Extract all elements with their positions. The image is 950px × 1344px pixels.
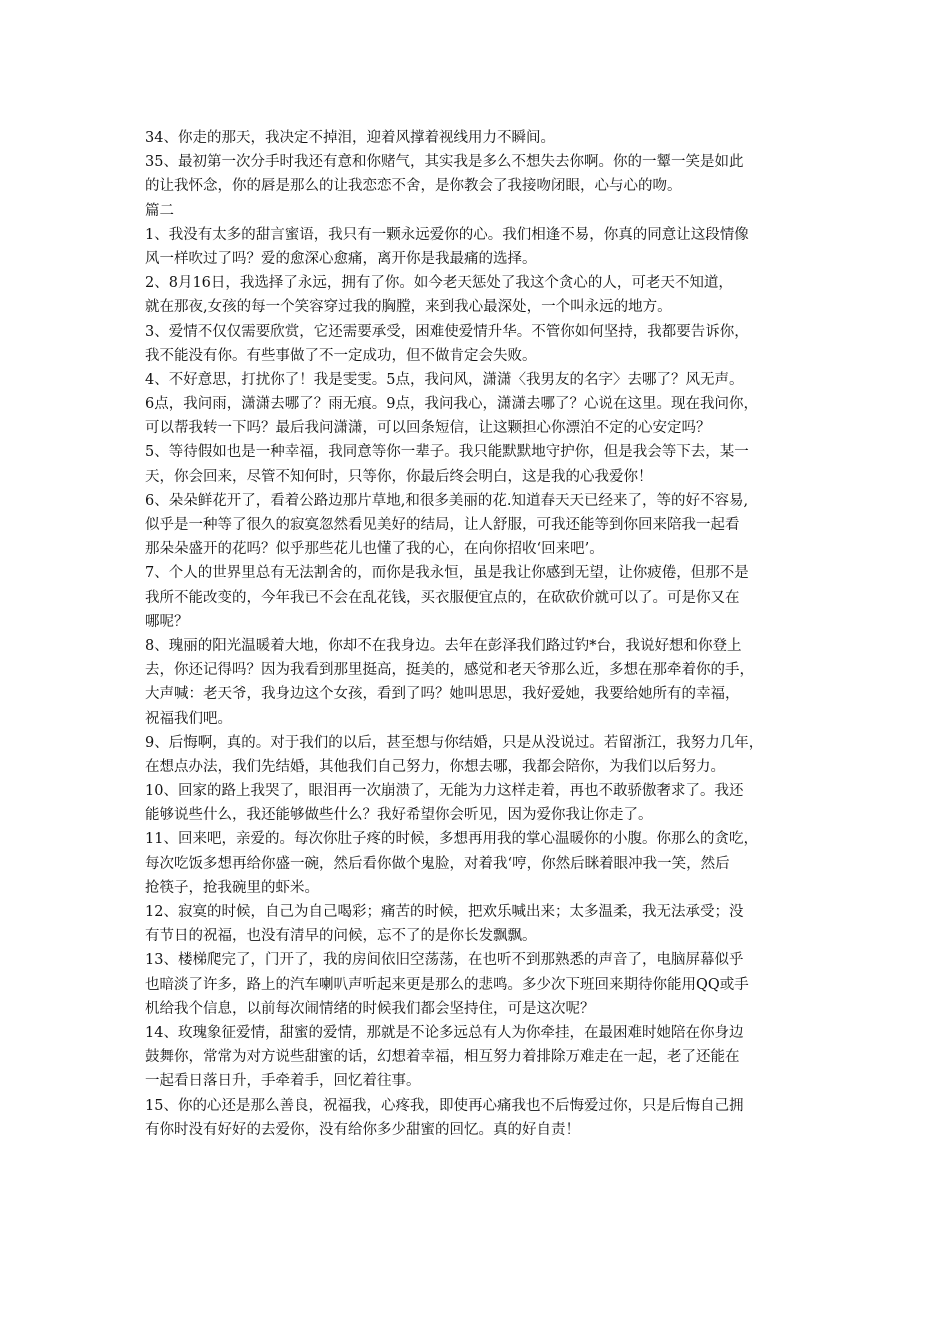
text-line: 6、朵朵鲜花开了，看着公路边那片草地,和很多美丽的花.知道春天天已经来了，等的好不容易, bbox=[145, 492, 749, 509]
text-line: 15、你的心还是那么善良，祝福我，心疼我，即使再心痛我也不后悔爱过你，只是后悔自己拥 bbox=[145, 1097, 744, 1114]
text-line: 大声喊：老天爷，我身边这个女孩，看到了吗？她叫思思，我好爱她，我要给她所有的幸福， bbox=[145, 686, 740, 703]
text-line: 13、楼梯爬完了，门开了，我的房间依旧空荡荡，在也听不到那熟悉的声音了，电脑屏幕似乎 bbox=[145, 952, 744, 969]
text-line: 能够说些什么，我还能够做些什么？我好希望你会听见，因为爱你我让你走了。 bbox=[145, 807, 653, 824]
section-heading: 篇二 bbox=[145, 202, 174, 219]
text-line: 8、瑰丽的阳光温暖着大地，你却不在我身边。去年在彭泽我们路过钓*台，我说好想和你登上 bbox=[145, 637, 742, 654]
text-line: 天，你会回来，尽管不知何时，只等你，你最后终会明白，这是我的心我爱你！ bbox=[145, 468, 653, 485]
text-line: 的让我怀念，你的唇是那么的让我恋恋不舍，是你教会了我接吻闭眼，心与心的吻。 bbox=[145, 178, 682, 195]
text-line: 11、回来吧，亲爱的。每次你肚子疼的时候，多想再用我的掌心温暖你的小腹。你那么的贪吃， bbox=[145, 831, 758, 848]
text-line: 就在那夜,女孩的每一个笑容穿过我的胸膛，来到我心最深处，一个叫永远的地方。 bbox=[145, 299, 672, 316]
text-line: 3、爱情不仅仅需要欣赏，它还需要承受，困难使爱情升华。不管你如何坚持，我都要告诉你， bbox=[145, 323, 749, 340]
text-line: 抢筷子，抢我碗里的虾米。 bbox=[145, 879, 319, 896]
text-line: 4、不好意思，打扰你了！我是雯雯。5点，我问风，潇潇〈我男友的名字〉去哪了？风无声。 bbox=[145, 371, 744, 388]
text-line: 哪呢？ bbox=[145, 613, 189, 630]
text-line: 可以帮我转一下吗？最后我问潇潇，可以回条短信，让这颗担心你漂泊不定的心安定吗？ bbox=[145, 420, 711, 437]
text-line: 34、你走的那天，我决定不掉泪，迎着风撑着视线用力不瞬间。 bbox=[145, 130, 555, 146]
text-line: 有你时没有好好的去爱你，没有给你多少甜蜜的回忆。真的好自责！ bbox=[145, 1121, 580, 1138]
text-line: 1、我没有太多的甜言蜜语，我只有一颗永远爱你的心。我们相逢不易，你真的同意让这段情像 bbox=[145, 226, 749, 243]
text-line: 祝福我们吧。 bbox=[145, 710, 232, 727]
text-line: 在想点办法，我们先结婚，其他我们自己努力，你想去哪，我都会陪你，为我们以后努力。 bbox=[145, 758, 725, 775]
text-line: 去，你还记得吗？因为我看到那里挺高，挺美的，感觉和老天爷那么近，多想在那牵着你的手， bbox=[145, 662, 754, 679]
text-line: 7、个人的世界里总有无法割舍的，而你是我永恒，虽是我让你感到无望，让你疲倦，但那不是 bbox=[145, 565, 749, 582]
text-line: 5、等待假如也是一种幸福，我同意等你一辈子。我只能默默地守护你，但是我会等下去，某一 bbox=[145, 444, 749, 461]
text-line: 6点，我问雨，潇潇去哪了？雨无痕。9点，我问我心，潇潇去哪了？心说在这里。现在我问你， bbox=[145, 396, 758, 413]
text-line: 14、玫瑰象征爱情，甜蜜的爱情，那就是不论多远总有人为你牵挂，在最困难时她陪在你身边 bbox=[145, 1024, 744, 1041]
text-line: 10、回家的路上我哭了，眼泪再一次崩溃了，无能为力这样走着，再也不敢骄傲奢求了。我还 bbox=[145, 783, 744, 800]
text-line: 机给我个信息，以前每次闹情绪的时候我们都会坚持住，可是这次呢？ bbox=[145, 1000, 595, 1017]
text-line: 我所不能改变的，今年我已不会在乱花钱，买衣服便宜点的，在砍砍价就可以了。可是你又在 bbox=[145, 589, 740, 606]
text-line: 鼓舞你，常常为对方说些甜蜜的话，幻想着幸福，相互努力着排除万难走在一起，老了还能在 bbox=[145, 1049, 740, 1066]
text-line: 2、8月16日，我选择了永远，拥有了你。如今老天惩处了我这个贪心的人，可老天不知道， bbox=[145, 275, 733, 292]
text-line: 风一样吹过了吗？爱的愈深心愈痛，离开你是我最痛的选择。 bbox=[145, 250, 537, 267]
text-line: 12、寂寞的时候，自己为自己喝彩；痛苦的时候，把欢乐喊出来；太多温柔，我无法承受；没 bbox=[145, 904, 744, 920]
text-line: 有节日的祝福，也没有清早的问候，忘不了的是你长发飘飘。 bbox=[145, 928, 537, 945]
text-line: 也暗淡了许多，路上的汽车喇叭声听起来更是那么的悲鸣。多少次下班回来期待你能用QQ或手 bbox=[145, 976, 749, 993]
text-line: 一起看日落日升，手牵着手，回忆着往事。 bbox=[145, 1073, 421, 1090]
document-body bbox=[145, 126, 825, 1142]
text-line: 35、最初第一次分手时我还有意和你赌气，其实我是多么不想失去你啊。你的一颦一笑是如此 bbox=[145, 154, 744, 171]
text-line: 似乎是一种等了很久的寂寞忽然看见美好的结局，让人舒服，可我还能等到你回来陪我一起看 bbox=[145, 517, 740, 533]
text-line: 那朵朵盛开的花吗？似乎那些花儿也懂了我的心，在向你招收‘回来吧’。 bbox=[145, 541, 604, 558]
text-line: 9、后悔啊，真的。对于我们的以后，甚至想与你结婚，只是从没说过。若留浙江，我努力几年， bbox=[145, 734, 764, 751]
text-line: 我不能没有你。有些事做了不一定成功，但不做肯定会失败。 bbox=[145, 347, 537, 364]
text-line: 每次吃饭多想再给你盛一碗，然后看你做个鬼脸，对着我‘哼，你然后眯着眼冲我一笑，然后 bbox=[145, 855, 730, 872]
